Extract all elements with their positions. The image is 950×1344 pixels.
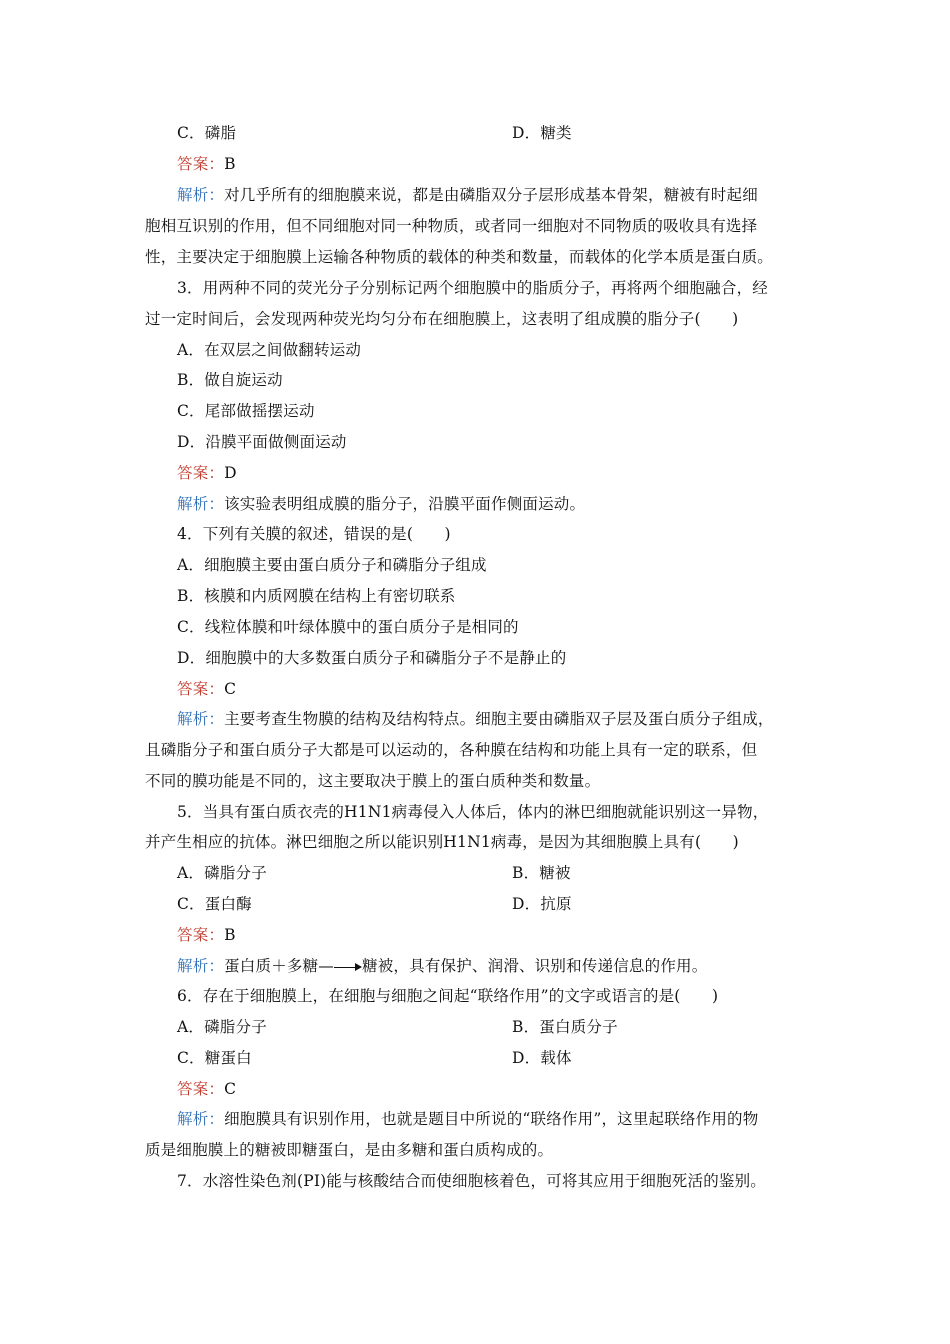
analysis-label: 解析： <box>177 186 225 204</box>
q5-option-a: A．磷脂分子 <box>177 864 267 882</box>
q6-option-a: A．磷脂分子 <box>177 1018 267 1036</box>
q2-analysis-line-1 <box>177 185 842 205</box>
q3-option-a: A．在双层之间做翻转运动 <box>177 341 362 359</box>
q3-option-c: C．尾部做摇摆运动 <box>177 402 315 420</box>
analysis-text: 主要考查生物膜的结构及结构特点。细胞主要由磷脂双子层及蛋白质分子组成， <box>224 710 774 728</box>
analysis-text: 细胞膜具有识别作用，也就是题目中所说的“联络作用”，这里起联络作用的物 <box>224 1110 759 1128</box>
analysis-label: 解析： <box>177 495 225 513</box>
q5-option-d: D．抗原 <box>512 895 572 913</box>
q6-stem: 6．存在于细胞膜上，在细胞与细胞之间起“联络作用”的文字或语言的是( ) <box>177 987 719 1005</box>
q6-options-ab <box>177 1017 842 1037</box>
answer-value: B <box>224 155 236 173</box>
q7-stem: 7．水溶性染色剂(PI)能与核酸结合而使细胞核着色，可将其应用于细胞死活的鉴别。 <box>177 1172 767 1190</box>
q2-analysis-line-3: 性，主要决定于细胞膜上运输各种物质的载体的种类和数量，而载体的化学本质是蛋白质。 <box>145 248 774 266</box>
q5-stem-line-1: 5．当具有蛋白质衣壳的H1N1病毒侵入人体后，体内的淋巴细胞就能识别这一异物， <box>177 803 769 821</box>
q3-analysis <box>177 494 842 514</box>
q5-analysis <box>177 956 842 976</box>
q4-analysis-line-2: 且磷脂分子和蛋白质分子大都是可以运动的，各种膜在结构和功能上具有一定的联系，但 <box>145 741 758 759</box>
q6-option-b: B．蛋白质分子 <box>512 1018 618 1036</box>
q6-option-c: C．糖蛋白 <box>177 1049 252 1067</box>
q4-answer <box>177 679 842 699</box>
q4-option-d: D．细胞膜中的大多数蛋白质分子和磷脂分子不是静止的 <box>177 649 567 667</box>
q2-option-c: C．磷脂 <box>177 124 237 142</box>
q6-options-cd <box>177 1048 842 1068</box>
answer-label: 答案： <box>177 680 225 698</box>
answer-value: C <box>224 680 237 698</box>
q5-option-c: C．蛋白酶 <box>177 895 252 913</box>
q4-stem: 4．下列有关膜的叙述，错误的是( ) <box>177 525 451 543</box>
q2-analysis-line-2: 胞相互识别的作用，但不同细胞对同一种物质，或者同一细胞对不同物质的吸收具有选择 <box>145 217 758 235</box>
q4-option-a: A．细胞膜主要由蛋白质分子和磷脂分子组成 <box>177 556 487 574</box>
q4-analysis-line-1 <box>177 709 842 729</box>
q4-analysis-line-3: 不同的膜功能是不同的，这主要取决于膜上的蛋白质种类和数量。 <box>145 772 601 790</box>
q2-option-d: D．糖类 <box>512 124 572 142</box>
q3-stem-line-1: 3．用两种不同的荧光分子分别标记两个细胞膜中的脂质分子，再将两个细胞融合，经 <box>177 279 768 297</box>
analysis-text-part-1: 蛋白质＋多糖— <box>224 957 335 975</box>
q6-option-d: D．载体 <box>512 1049 572 1067</box>
answer-label: 答案： <box>177 926 225 944</box>
analysis-label: 解析： <box>177 957 225 975</box>
analysis-text: 该实验表明组成膜的脂分子，沿膜平面作侧面运动。 <box>224 495 586 513</box>
q4-option-b: B．核膜和内质网膜在结构上有密切联系 <box>177 587 456 605</box>
analysis-label: 解析： <box>177 710 225 728</box>
q4-option-c: C．线粒体膜和叶绿体膜中的蛋白质分子是相同的 <box>177 618 519 636</box>
answer-value: B <box>224 926 236 944</box>
q6-analysis-line-2: 质是细胞膜上的糖被即糖蛋白，是由多糖和蛋白质构成的。 <box>145 1141 554 1159</box>
q5-answer <box>177 925 842 945</box>
answer-value: C <box>224 1080 237 1098</box>
q3-option-b: B．做自旋运动 <box>177 371 283 389</box>
q6-answer <box>177 1079 842 1099</box>
analysis-text-part-2: 糖被，具有保护、润滑、识别和传递信息的作用。 <box>362 957 708 975</box>
answer-label: 答案： <box>177 155 225 173</box>
q3-stem-line-2: 过一定时间后，会发现两种荧光均匀分布在细胞膜上，这表明了组成膜的脂分子( ) <box>145 310 739 328</box>
q3-option-d: D．沿膜平面做侧面运动 <box>177 433 347 451</box>
q6-analysis-line-1 <box>177 1109 842 1129</box>
q3-answer <box>177 463 842 483</box>
q2-options-cd <box>177 123 842 143</box>
q2-answer <box>177 154 842 174</box>
answer-label: 答案： <box>177 464 225 482</box>
q5-option-b: B．糖被 <box>512 864 571 882</box>
answer-label: 答案： <box>177 1080 225 1098</box>
q5-options-ab <box>177 863 842 883</box>
right-arrow-icon <box>334 962 362 972</box>
q5-options-cd <box>177 894 842 914</box>
answer-value: D <box>224 464 237 482</box>
analysis-label: 解析： <box>177 1110 225 1128</box>
analysis-text: 对几乎所有的细胞膜来说，都是由磷脂双分子层形成基本骨架，糖被有时起细 <box>224 186 758 204</box>
q5-stem-line-2: 并产生相应的抗体。淋巴细胞之所以能识别H1N1病毒，是因为其细胞膜上具有( ) <box>145 833 739 851</box>
